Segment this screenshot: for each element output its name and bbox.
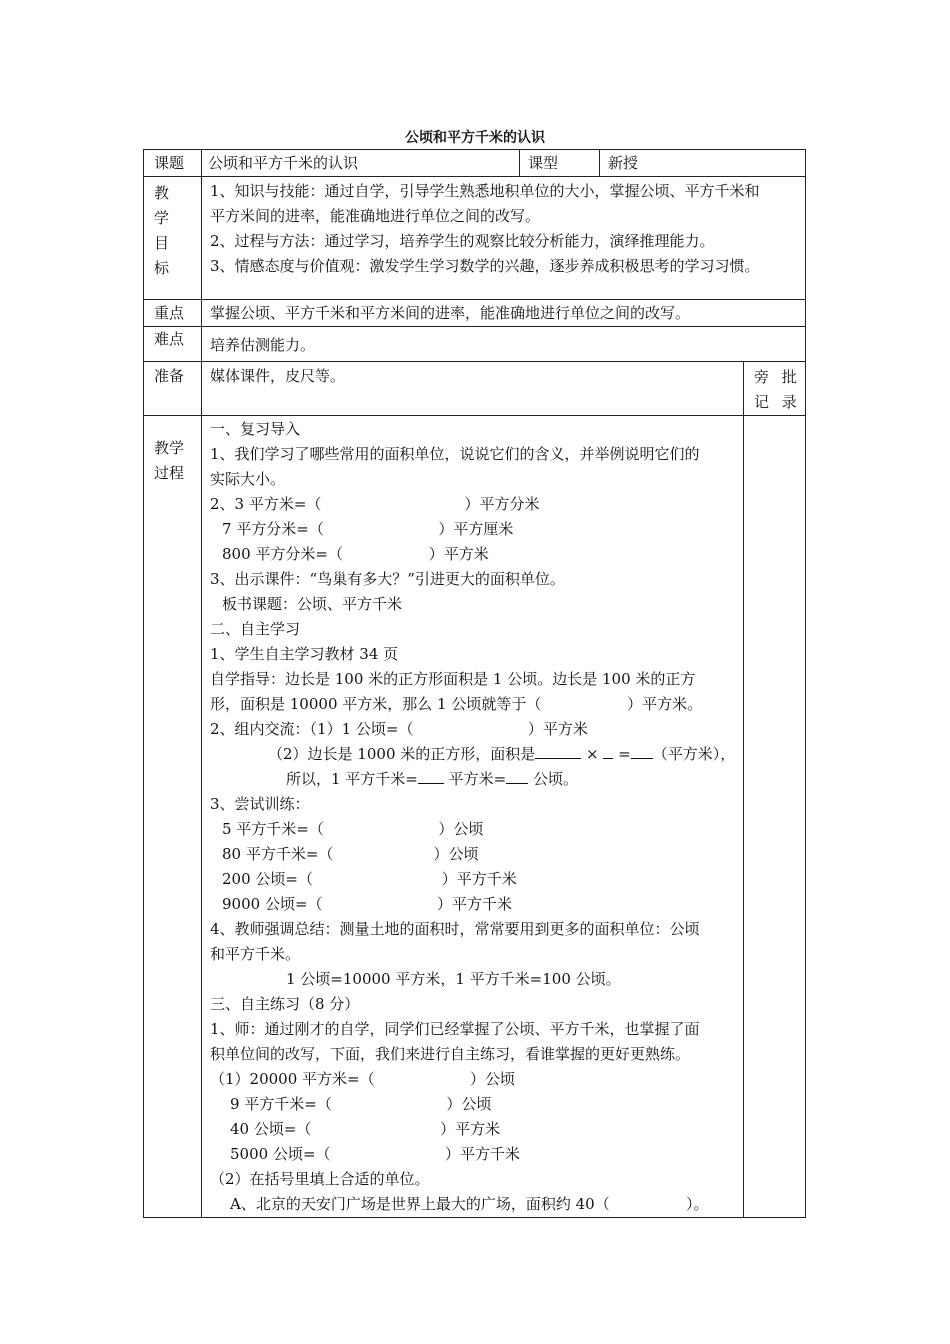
exercise-line: 800 平方分米=（ ）平方米: [222, 545, 489, 563]
side-notes-label: 记 录: [754, 393, 801, 411]
exercise-line: 80 平方千米=（ ）公顷: [222, 845, 479, 863]
goals-label-char: 学: [154, 209, 170, 227]
exercise-line: 5000 公顷=（ ）平方千米: [230, 1145, 520, 1163]
exercise-line: 9 平方千米=（ ）公顷: [230, 1095, 492, 1113]
key-point-label: 重点: [154, 304, 185, 322]
process-line: 板书课题：公顷、平方千米: [222, 595, 403, 613]
process-line: 3、出示课件：“鸟巢有多大？”引进更大的面积单位。: [210, 570, 565, 588]
topic-value: 公顷和平方千米的认识: [208, 154, 359, 172]
goal-line: 平方米间的进率，能准确地进行单位之间的改写。: [210, 207, 541, 225]
goal-line: 3、情感态度与价值观：激发学生学习数学的兴趣，逐步养成积极思考的学习习惯。: [210, 257, 760, 275]
blank-line: [631, 744, 653, 759]
process-line: 1、学生自主学习教材 34 页: [210, 645, 399, 663]
process-line: 和平方千米。: [210, 945, 301, 963]
goal-line: 2、过程与方法：通过学习，培养学生的观察比较分析能力，演绎推理能力。: [210, 232, 715, 250]
process-line: 3、尝试训练：: [210, 795, 310, 813]
blank-line: [418, 769, 444, 784]
key-point-row: [144, 300, 806, 327]
blank-line: [603, 744, 613, 759]
goals-label-char: 目: [154, 234, 170, 252]
type-value: 新授: [608, 154, 639, 172]
key-point-text: 掌握公顷、平方千米和平方米间的进率，能准确地进行单位之间的改写。: [210, 304, 691, 322]
process-line: 2、组内交流：（1）1 公顷=（ ）平方米: [210, 720, 588, 738]
preparation-label: 准备: [154, 367, 185, 385]
process-line: 形，面积是 10000 平方米，那么 1 公顷就等于（ ）平方米。: [210, 695, 703, 713]
process-row: [144, 416, 806, 1218]
type-label: 课型: [528, 154, 559, 172]
process-line: 1、我们学习了哪些常用的面积单位，说说它们的含义，并举例说明它们的: [210, 445, 700, 463]
side-notes-header: [744, 362, 805, 415]
preparation-row: [144, 362, 806, 416]
process-line: （2）在括号里填上合适的单位。: [210, 1170, 430, 1188]
difficulty-label: 难点: [154, 330, 185, 348]
exercise-line: 2、3 平方米=（ ）平方分米: [210, 495, 540, 513]
section-heading: 二、自主学习: [210, 620, 301, 638]
process-line: A、北京的天安门广场是世界上最大的广场，面积约 40（ ）。: [230, 1195, 709, 1213]
goals-content: [202, 177, 805, 279]
side-notes-label: 旁 批: [754, 368, 801, 386]
blank-line: [535, 744, 581, 759]
exercise-line: 200 公顷=（ ）平方千米: [222, 870, 517, 888]
process-content: [202, 416, 743, 1217]
difficulty-row: [144, 327, 806, 362]
preparation-text: 媒体课件，皮尺等。: [210, 367, 346, 385]
goals-label-char: 教: [154, 184, 170, 202]
process-line: 积单位间的改写，下面，我们来进行自主练习，看谁掌握的更好更熟练。: [210, 1045, 691, 1063]
goal-line: 1、知识与技能：通过自学，引导学生熟悉地积单位的大小，掌握公顷、平方千米和: [210, 182, 760, 200]
side-notes-area: [744, 416, 806, 1218]
goals-label: [144, 177, 174, 281]
process-line: 自学指导：边长是 100 米的正方形面积是 1 公顷。边长是 100 米的正方: [210, 670, 696, 688]
exercise-line: （1）20000 平方米=（ ）公顷: [210, 1070, 515, 1088]
document-title: 公顷和平方千米的认识: [405, 130, 545, 146]
difficulty-text: 培养估测能力。: [210, 336, 316, 354]
exercise-line: 7 平方分米=（ ）平方厘米: [222, 520, 514, 538]
process-line: 实际大小。: [210, 470, 286, 488]
blank-line: [506, 769, 528, 784]
section-heading: 一、复习导入: [210, 420, 301, 438]
process-label: 教学 过程: [154, 439, 185, 482]
section-heading: 三、自主练习（8 分）: [210, 995, 360, 1013]
topic-label: 课题: [154, 154, 185, 172]
process-line: 所以，1 平方千米= 平方米= 公顷。: [286, 770, 579, 788]
lesson-plan-table: [143, 149, 806, 1218]
process-line: 1、师：通过刚才的自学，同学们已经掌握了公顷、平方千米，也掌握了面: [210, 1020, 700, 1038]
process-line: 4、教师强调总结：测量土地的面积时，常常要用到更多的面积单位：公顷: [210, 920, 700, 938]
header-row: [144, 150, 806, 177]
goals-row: [144, 177, 806, 300]
goals-label-char: 标: [154, 259, 170, 277]
exercise-line: 9000 公顷=（ ）平方千米: [222, 895, 512, 913]
process-line: 1 公顷=10000 平方米，1 平方千米=100 公顷。: [286, 970, 621, 988]
exercise-line: 5 平方千米=（ ）公顷: [222, 820, 484, 838]
process-line: （2）边长是 1000 米的正方形，面积是 × = （平方米），: [268, 745, 736, 763]
exercise-line: 40 公顷=（ ）平方米: [230, 1120, 501, 1138]
